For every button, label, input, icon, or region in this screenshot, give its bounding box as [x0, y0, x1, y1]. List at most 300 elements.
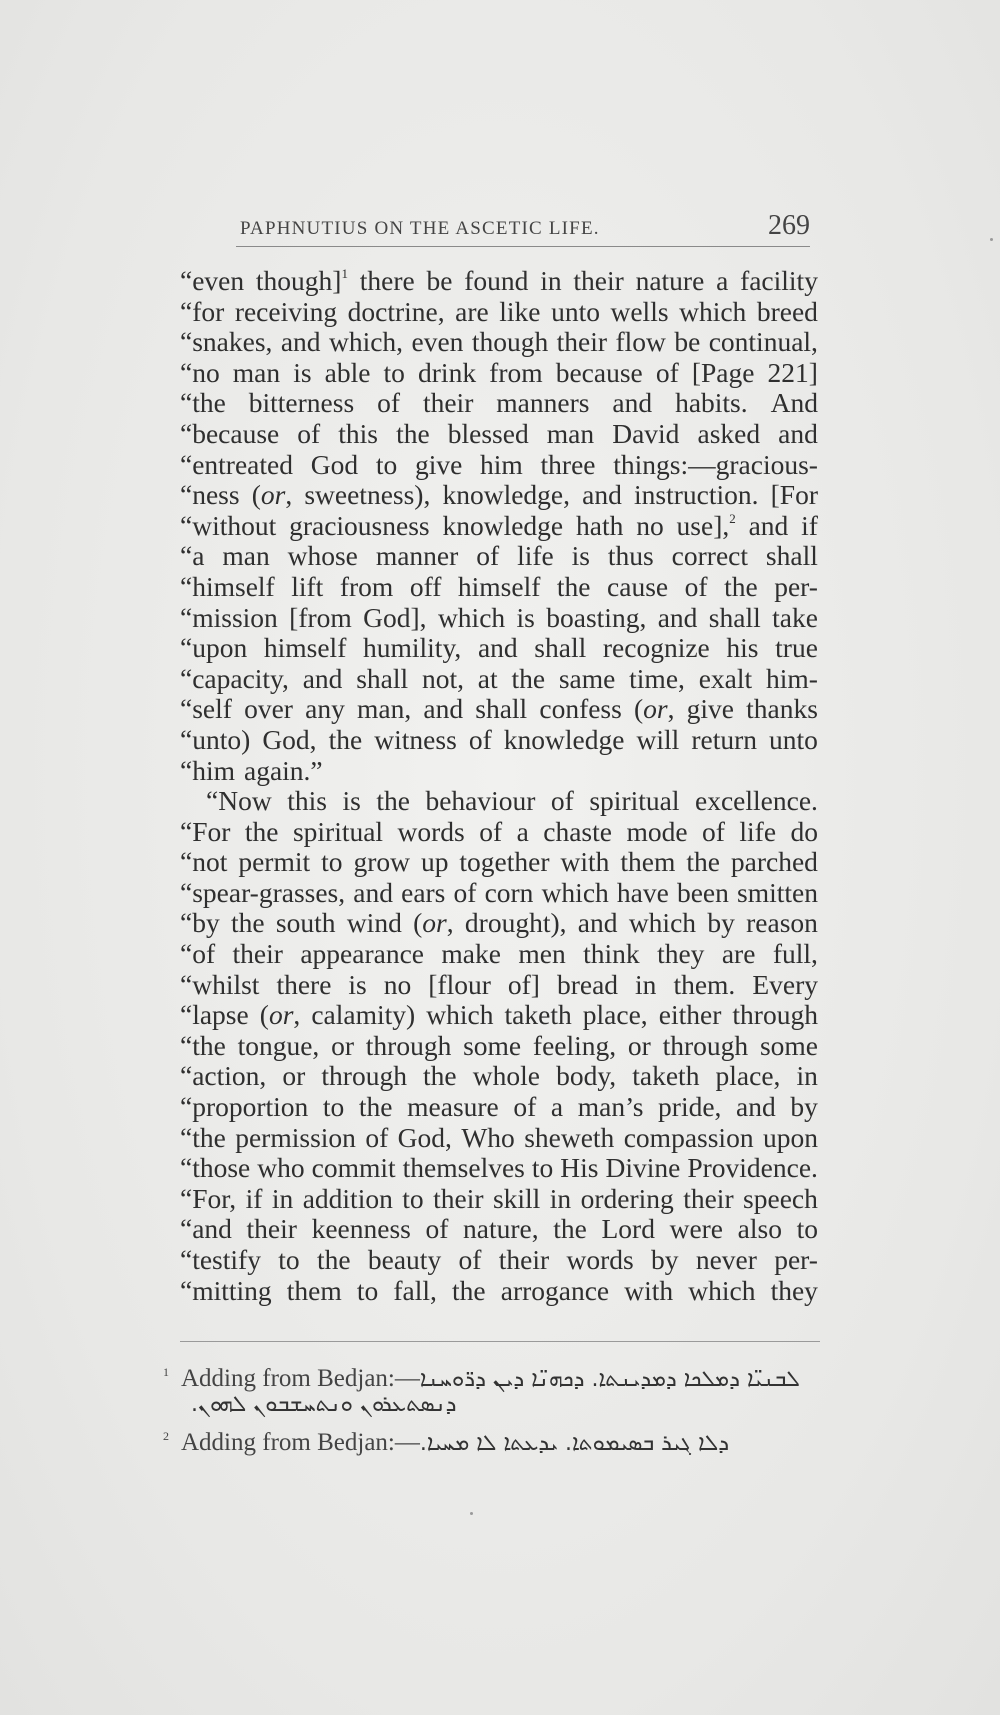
word: life [517, 540, 554, 572]
word: “without [180, 509, 277, 541]
word: “those [180, 1152, 251, 1184]
word: together [459, 846, 550, 878]
word: from [339, 570, 394, 602]
word: boasting, [546, 601, 647, 633]
text-line [180, 327, 818, 358]
running-head [236, 212, 810, 247]
word: of [297, 417, 321, 449]
word: receiving [234, 295, 338, 327]
word: give [686, 693, 735, 725]
word: are [455, 295, 489, 327]
word: any [305, 693, 345, 725]
word: “For, [180, 1182, 237, 1214]
word: is [342, 785, 361, 817]
word: them. [673, 968, 736, 1000]
word: and [423, 693, 464, 725]
body-text [180, 266, 818, 1306]
word: to [356, 1274, 379, 1306]
word: with [624, 1274, 674, 1306]
word: “not [180, 846, 228, 878]
word: of [655, 356, 679, 388]
word: if [245, 1182, 263, 1214]
word: at [477, 662, 498, 694]
word: were [669, 1213, 724, 1245]
text-line [180, 572, 818, 603]
word: him [480, 448, 523, 480]
text-line [180, 388, 818, 419]
word: them [286, 1274, 342, 1306]
word: asked [697, 417, 761, 449]
word: keenness [311, 1213, 411, 1245]
word: to [531, 1152, 554, 1184]
page-number: 269 [768, 210, 810, 241]
word: not, [421, 662, 464, 694]
word: calamity) [311, 999, 416, 1031]
word: correct [671, 540, 748, 572]
text-line [180, 1092, 818, 1123]
word: of [365, 1121, 389, 1153]
word: “the [180, 1121, 226, 1153]
word: nature [635, 265, 705, 296]
syriac-text: ܕܠܐ ܓܝܪ ܒܣܝܡܘܬܐ. ܝܕܥܬܐ ܠܐ ܡܚܝܐ. [419, 1431, 730, 1456]
word: feeling, [532, 1029, 617, 1061]
word: pride, [658, 1091, 722, 1123]
word: per- [774, 570, 818, 602]
text-line [180, 908, 818, 939]
word: south [275, 907, 336, 939]
word: through [365, 1029, 452, 1061]
word: habits. [675, 387, 748, 419]
word: be [674, 326, 701, 358]
syriac-text: ܠܒܢܝ̈ܐ ܕܡܠܟܐ ܕܡܕܝܢܬܐ. ܕܟܗܢ̈ܐ ܕܝܢ ܕܪ̈ܘܚܢܐ [419, 1367, 800, 1392]
word: make [441, 938, 501, 970]
word: their [433, 1182, 484, 1214]
text-line [180, 480, 818, 511]
word: the [556, 570, 591, 602]
word: and [577, 907, 618, 939]
word: “and [180, 1213, 232, 1245]
word: or [627, 1029, 651, 1061]
word: return [691, 723, 757, 755]
word: place, [715, 1060, 781, 1092]
word: tongue, [237, 1029, 320, 1061]
word: a [716, 265, 729, 296]
word: “capacity, [180, 662, 289, 694]
word: is [571, 540, 590, 572]
word: drought), [464, 907, 567, 939]
word: their [556, 326, 608, 358]
word: words [397, 815, 465, 847]
word: “upon [180, 632, 248, 664]
text-line [180, 878, 818, 909]
word: to [383, 356, 405, 388]
word: recognize [602, 632, 710, 664]
word: or [331, 1029, 354, 1061]
word: “spear-grasses, [180, 876, 346, 908]
word: bread [556, 968, 619, 1000]
word: the [511, 662, 546, 694]
word: to [402, 1182, 424, 1214]
word: shall [475, 693, 528, 725]
word: like [499, 295, 541, 327]
word: unto [551, 295, 600, 327]
word: over [244, 693, 293, 725]
word: (or, [634, 693, 675, 725]
word: Providence. [687, 1152, 818, 1184]
word: which [688, 1274, 756, 1306]
word: “Now [206, 785, 272, 817]
word: sheweth [524, 1121, 615, 1153]
word: facility [740, 265, 818, 296]
word: knowledge, [442, 479, 571, 511]
word: of [684, 570, 708, 602]
text-line [180, 1031, 818, 1062]
word: full, [772, 938, 818, 970]
word: and [582, 479, 622, 511]
word: think [583, 938, 640, 970]
text-line [180, 1153, 818, 1184]
word: “mitting [180, 1274, 272, 1306]
word: exalt [698, 662, 753, 694]
word: “a [180, 540, 205, 572]
word: 221] [767, 356, 818, 388]
word: “for [180, 295, 225, 327]
word: off [409, 570, 442, 602]
word: or [282, 1060, 306, 1092]
word: the [328, 723, 363, 755]
word: “no [180, 356, 220, 388]
word: instruction. [633, 479, 759, 511]
word: “the [180, 387, 226, 419]
word: drink [418, 356, 477, 388]
word: words [566, 1244, 634, 1275]
word: witness [374, 723, 457, 755]
word: spiritual [589, 785, 680, 817]
word: beauty [367, 1244, 442, 1275]
word: shall [356, 662, 409, 694]
word: taketh [632, 1060, 700, 1092]
word: and [280, 326, 321, 358]
word: life [739, 815, 777, 847]
word: either [658, 999, 722, 1031]
word: (or, [259, 999, 301, 1031]
word: fall, [393, 1274, 437, 1306]
word: a [516, 815, 529, 847]
word: the [358, 1091, 393, 1123]
word: of] [507, 968, 540, 1000]
text-line [180, 1123, 818, 1154]
word: unto [769, 723, 818, 755]
word: upon [762, 1121, 818, 1153]
word: which, [328, 326, 404, 358]
word: compassion [623, 1121, 754, 1153]
word: give [414, 448, 463, 480]
word: flow [615, 326, 666, 358]
word: excellence. [695, 785, 818, 817]
word: the [231, 907, 265, 939]
word: is [293, 356, 312, 388]
word: taketh [504, 999, 572, 1031]
word: and [778, 417, 818, 449]
word: lift [291, 570, 324, 602]
word: appearance [300, 938, 424, 970]
word: and [477, 632, 518, 664]
word: though [471, 326, 549, 358]
word: again.” [244, 754, 323, 786]
word: of [468, 723, 492, 755]
word: God, [397, 1121, 452, 1153]
word: in [540, 265, 562, 296]
word: [Page [691, 356, 755, 388]
word: place, [582, 999, 648, 1031]
word: knowledge [442, 509, 564, 541]
text-line [180, 1184, 818, 1215]
footnote-ref: 2 [729, 510, 736, 526]
word: shall [708, 601, 761, 633]
word: men [518, 938, 566, 970]
word: “whilst [180, 968, 260, 1000]
word: there [359, 265, 415, 296]
word: man [222, 540, 270, 572]
word: to [796, 1213, 818, 1245]
word: be [426, 265, 453, 296]
word: “because [180, 417, 280, 449]
word: chaste [543, 815, 612, 847]
text-line [180, 1214, 818, 1245]
word: they [657, 938, 705, 970]
word: by [790, 1091, 818, 1123]
word: knowledge [503, 723, 625, 755]
word: even [411, 326, 464, 358]
running-title: PAPHNUTIUS ON THE ASCETIC LIFE. [240, 218, 600, 239]
word: hath [575, 509, 624, 541]
word: their [498, 1244, 550, 1275]
word: them [620, 846, 676, 878]
word: “ness [180, 479, 240, 511]
word: spiritual [292, 815, 384, 847]
word: “testify [180, 1244, 261, 1275]
word: to [278, 1244, 300, 1275]
word: because [555, 356, 643, 388]
word: and [612, 387, 653, 419]
text-line [180, 1061, 818, 1092]
word: (or, [251, 479, 293, 511]
word: of [702, 815, 725, 847]
text-line [180, 725, 818, 756]
word: wind [346, 907, 402, 939]
word: “self [180, 693, 232, 725]
word: David [612, 417, 680, 449]
text-line [180, 419, 818, 450]
word: time, [629, 662, 685, 694]
word: continual, [708, 326, 818, 358]
word: of [476, 540, 500, 572]
word: graciousness [289, 509, 430, 541]
word: man’s [577, 1091, 644, 1123]
word: the [376, 785, 410, 817]
text-line [180, 511, 818, 542]
word: “entreated [180, 448, 293, 480]
text-line [180, 1000, 818, 1031]
word: through [321, 1060, 407, 1092]
word: “lapse [180, 999, 249, 1031]
word: to [322, 1091, 345, 1123]
word: God, [262, 723, 317, 755]
footnote-ref: 1 [341, 266, 348, 281]
word: from [489, 356, 543, 388]
word: ordering [580, 1182, 674, 1214]
word: up [420, 846, 449, 878]
word: is [516, 601, 535, 633]
word: the [244, 815, 279, 847]
word: found [464, 265, 529, 296]
word: there [276, 968, 332, 1000]
word: “the [180, 1029, 226, 1061]
word: “action, [180, 1060, 267, 1092]
word: though]$^1$ [255, 265, 348, 296]
text-line [180, 694, 818, 725]
word: also [737, 1213, 782, 1245]
word: and [736, 1091, 776, 1123]
word: “by [180, 907, 220, 939]
text-line [180, 1245, 818, 1276]
word: corn [484, 876, 534, 908]
word: to [375, 448, 398, 480]
word: same [558, 662, 616, 694]
word: per- [774, 1244, 818, 1275]
word: of [377, 387, 401, 419]
word: never [695, 1244, 757, 1275]
word: confess [539, 693, 622, 725]
word: and [302, 662, 343, 694]
word: man [546, 417, 595, 449]
word: measure [407, 1091, 499, 1123]
text-line [180, 847, 818, 878]
text-line [180, 786, 818, 817]
word: the [452, 1274, 486, 1306]
word: who [257, 1152, 305, 1184]
word: in [635, 968, 657, 1000]
word: and [353, 876, 393, 908]
paper-speck [990, 238, 993, 241]
word: Who [461, 1121, 515, 1153]
text-line [180, 817, 818, 848]
word: “him [180, 754, 235, 786]
word: the [724, 570, 758, 602]
word: through [662, 1029, 749, 1061]
word: this [287, 785, 327, 817]
word: this [338, 417, 379, 449]
word: doctrine, [347, 295, 445, 327]
word: body, [556, 1060, 617, 1092]
word: of [513, 1091, 537, 1123]
word: three [540, 448, 596, 480]
word: the [423, 1060, 457, 1092]
text-line [180, 603, 818, 634]
word: of [479, 815, 503, 847]
text-line [180, 450, 818, 481]
word: permission [235, 1121, 356, 1153]
word: things:—gracious- [613, 448, 818, 480]
word: which [679, 295, 747, 327]
word: “of [180, 938, 216, 970]
footnotes [163, 1356, 823, 1456]
word: some [463, 1029, 522, 1061]
word: God [310, 448, 359, 480]
word: blessed [447, 417, 529, 449]
word: permit [238, 846, 311, 878]
word: do [790, 815, 818, 847]
word: which [437, 601, 506, 633]
word: the [396, 417, 430, 449]
word: will [636, 723, 680, 755]
word: shall [534, 632, 587, 664]
word: they [770, 1274, 818, 1306]
word: smitten [737, 876, 818, 908]
word: and [657, 601, 698, 633]
word: to [321, 846, 343, 878]
word: true [775, 632, 818, 664]
word: have [616, 876, 669, 908]
word: behaviour [425, 785, 536, 817]
word: grow [353, 846, 410, 878]
word: are [721, 938, 756, 970]
word: wells [610, 295, 669, 327]
word: by [707, 907, 735, 939]
word: a [550, 1091, 564, 1123]
word: manner [375, 540, 459, 572]
footnote-label: Adding from Bedjan:— [181, 1365, 420, 1392]
word: “proportion [180, 1091, 309, 1123]
word: him- [765, 662, 818, 694]
word: God], [363, 601, 427, 633]
word: the [686, 846, 720, 878]
word: (or, [413, 907, 454, 939]
word: of [550, 785, 574, 817]
text-line [180, 939, 818, 970]
word: of [453, 876, 477, 908]
footnote-1 [163, 1356, 823, 1392]
word: bitterness [248, 387, 355, 419]
word: able [324, 356, 371, 388]
word: themselves [402, 1152, 525, 1184]
word: “snakes, [180, 326, 273, 358]
word: which [426, 999, 494, 1031]
word: no [383, 968, 412, 1000]
footnote-label: Adding from Bedjan:— [181, 1429, 420, 1456]
word: in [796, 1060, 818, 1092]
word: their [246, 1213, 297, 1245]
text-line [180, 970, 818, 1001]
word: Lord [601, 1213, 655, 1245]
syriac-text: ܕܢܣܬܥܪܘܢ ܘܢܬܚܫܒܘܢ ܠܗܘܢ. [191, 1392, 457, 1417]
word: addition [302, 1182, 393, 1214]
word: no [636, 509, 664, 541]
text-line [180, 297, 818, 328]
word: “mission [180, 601, 278, 633]
word: their [573, 265, 624, 296]
word: which [541, 876, 609, 908]
word: the [553, 1213, 587, 1245]
word: their [422, 387, 474, 419]
footnote-mark: 1 [163, 1365, 169, 1379]
word: reason [746, 907, 818, 939]
word: their [683, 1182, 734, 1214]
word: “unto) [180, 723, 251, 755]
word: Divine [605, 1152, 681, 1184]
word: himself [457, 570, 541, 602]
word: “even [180, 265, 245, 296]
